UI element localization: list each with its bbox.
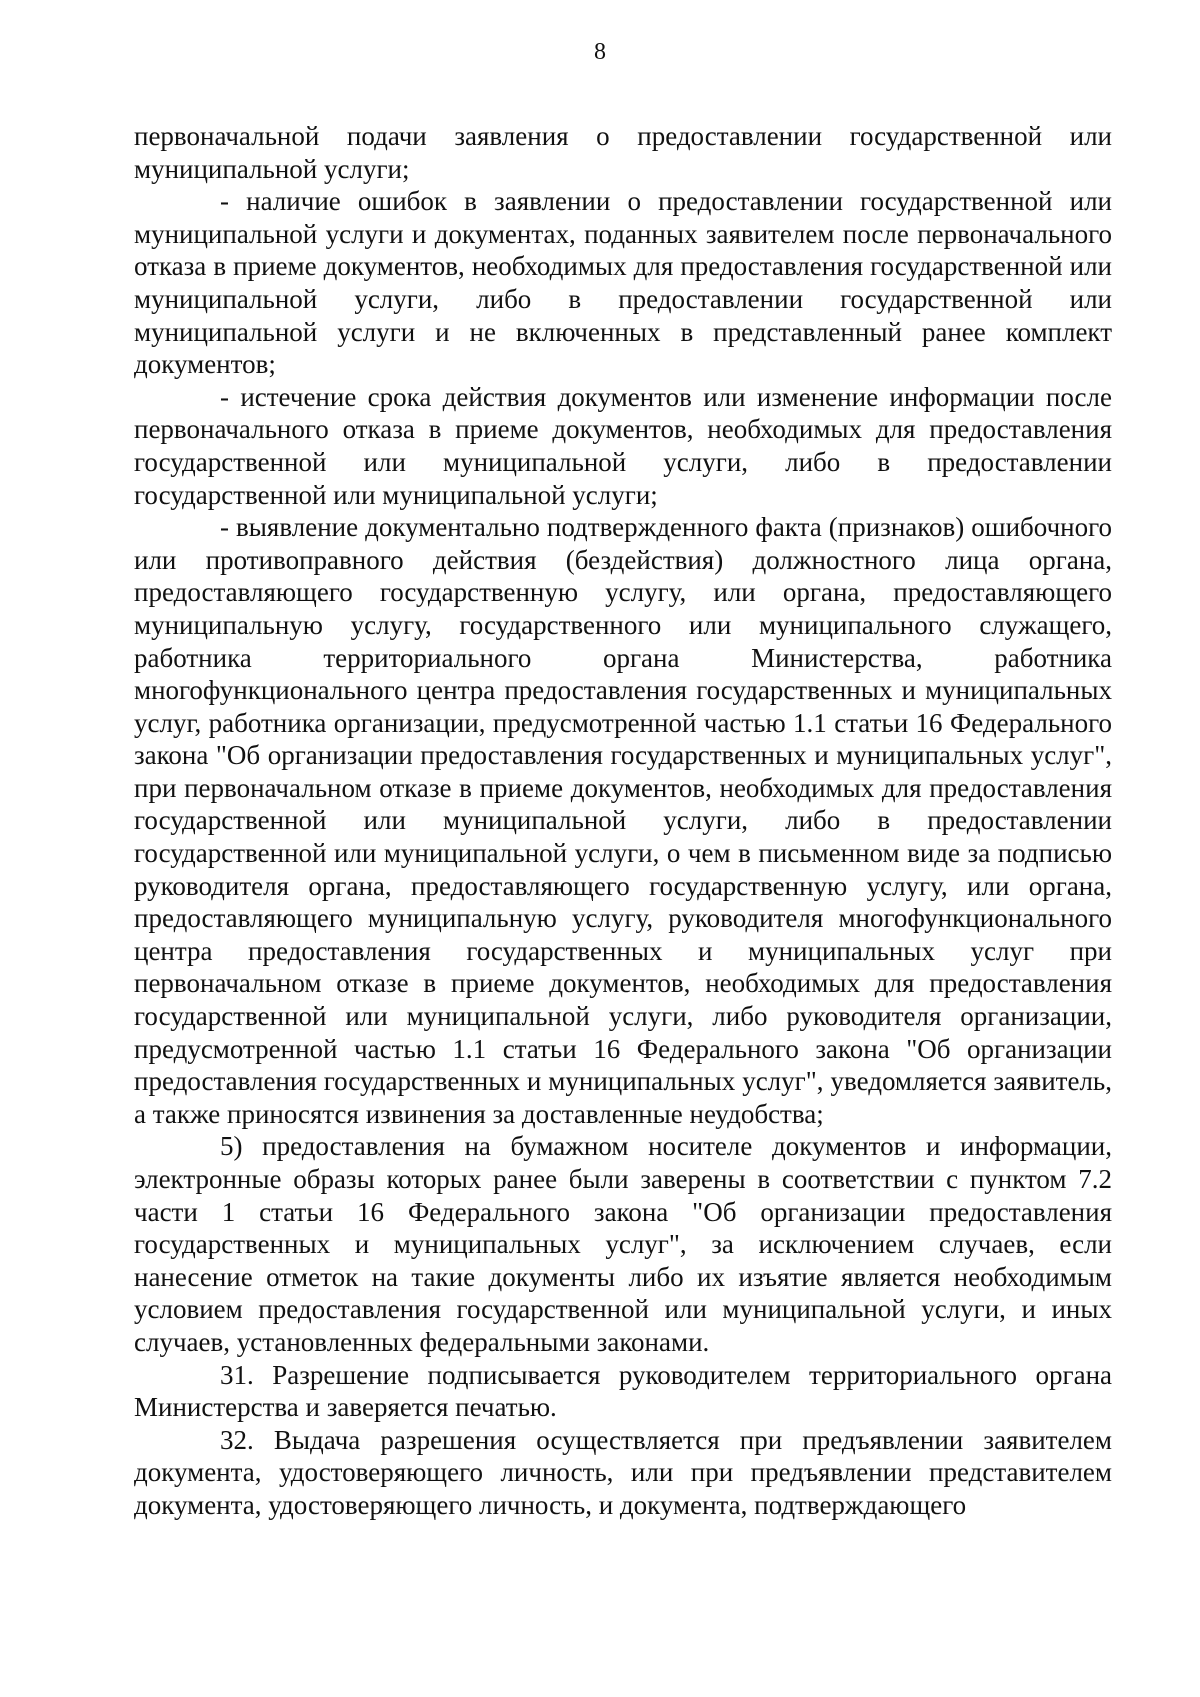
- paragraph-continuation: первоначальной подачи заявления о предоставлении государственной или муниципальной услуги;: [134, 121, 1112, 184]
- paragraph-erroneous-actions: - выявление документально подтвержденного факта (признаков) ошибочного или противоправного действия (бездействия) должностного лица органа, предоставляющего государственную услугу, или органа, предоставляющего муниципальную услугу, государственного или муниципального служащего, работника территориального органа Министерства, работника многофункционального центра предоставления государственных и муниципальных услуг, работника организации, предусмотренной частью 1.1 статьи 16 Федерального закона "Об организации предоставления государственных и муниципальных услуг", при первоначальном отказе в приеме документов, необходимых для предоставления государственной или муниципальной услуги, либо в предоставлении государственной или муниципальной услуги, о чем в письменном виде за подписью руководителя органа, предоставляющего государственную услугу, или органа, предоставляющего муниципальную услугу, руководителя многофункционального центра предоставления государственных и муниципальных услуг при первоначальном отказе в приеме документов, необходимых для предоставления государственной или муниципальной услуги, либо руководителя организации, предусмотренной частью 1.1 статьи 16 Федерального закона "Об организации предоставления государственных и муниципальных услуг", уведомляется заявитель, а также приносятся извинения за доставленные неудобства;: [134, 512, 1112, 1129]
- page-number: 8: [594, 39, 606, 65]
- paragraph-31: 31. Разрешение подписывается руководителем территориального органа Министерства и заверяется печатью.: [134, 1359, 1112, 1423]
- paragraph-expiry-of-documents: - истечение срока действия документов или изменение информации после первоначального отказа в приеме документов, необходимых для предоставления государственной или муниципальной услуги, либо в предоставлении государственной или муниципальной услуги;: [134, 381, 1112, 510]
- paragraph-32: 32. Выдача разрешения осуществляется при предъявлении заявителем документа, удостоверяющего личность, или при предъявлении представителем документа, удостоверяющего личность, и документа, подтверждающего: [134, 1424, 1112, 1520]
- paragraph-errors-in-application: - наличие ошибок в заявлении о предоставлении государственной или муниципальной услуги и документах, поданных заявителем после первоначального отказа в приеме документов, необходимых для предоставления государственной или муниципальной услуги, либо в предоставлении государственной или муниципальной услуги и не включенных в представленный ранее комплект документов;: [134, 186, 1112, 380]
- document-body: [134, 120, 1112, 1522]
- paragraph-item-5: 5) предоставления на бумажном носителе документов и информации, электронные образы которых ранее были заверены в соответствии с пунктом 7.2 части 1 статьи 16 Федерального закона "Об организации предоставления государственных и муниципальных услуг", за исключением случаев, если нанесение отметок на такие документы либо их изъятие является необходимым условием предоставления государственной или муниципальной услуги, и иных случаев, установленных федеральными законами.: [134, 1131, 1112, 1357]
